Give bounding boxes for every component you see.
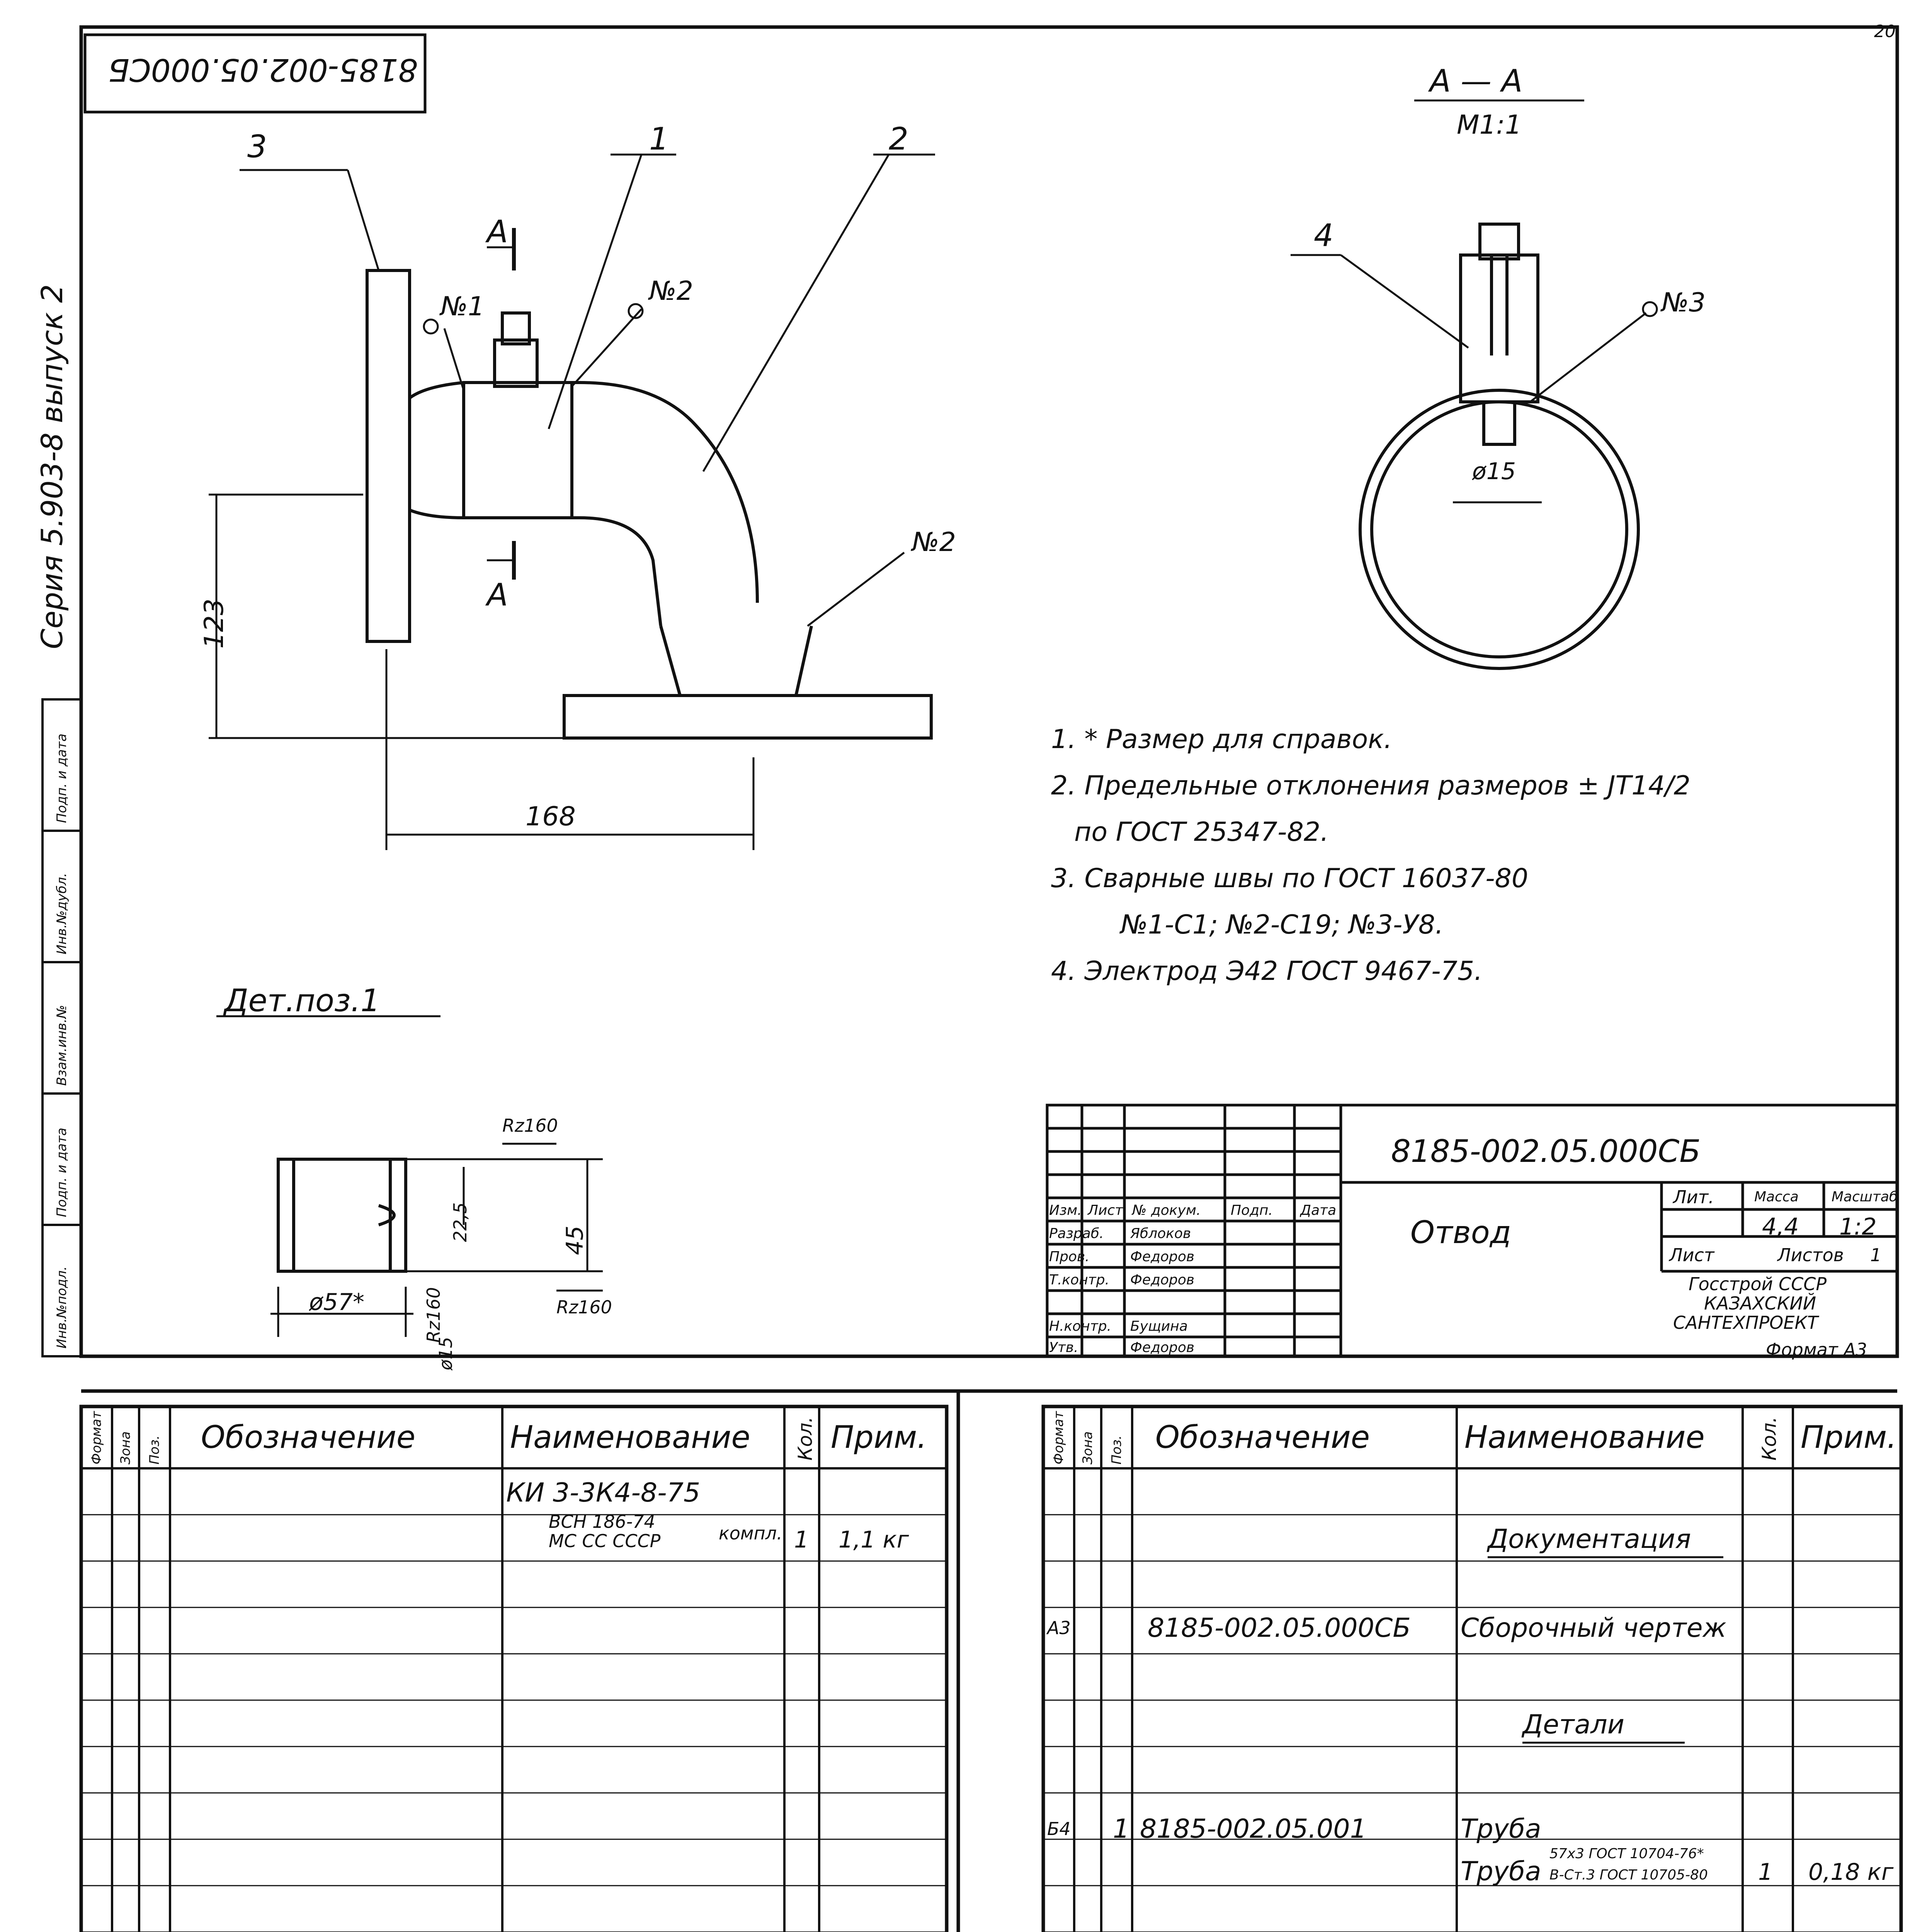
right-spec-r3-frac-top: 57х3 ГОСТ 10704-76*	[1549, 1846, 1704, 1862]
stamp-org-3: САНТЕХПРОЕКТ	[1673, 1312, 1818, 1333]
strip-inv-podl: Инв.№подл.	[54, 1266, 70, 1349]
strip-inv-dubl: Инв.№дубл.	[54, 872, 70, 954]
right-spec-r3-name: Труба	[1461, 1856, 1541, 1887]
right-spec-hdr-note: Прим.	[1801, 1419, 1897, 1455]
stamp-role-1: Разраб.	[1049, 1226, 1104, 1242]
right-spec-r3-frac-bot: В-Ст.3 ГОСТ 10705-80	[1549, 1867, 1708, 1883]
stamp-name: Отвод	[1410, 1214, 1511, 1250]
stamp-col-list: Лист	[1088, 1202, 1123, 1218]
left-spec-hdr-format: Формат	[89, 1411, 104, 1464]
left-spec-r1-suffix: компл.	[719, 1523, 782, 1544]
stamp-col-sign: Подп.	[1231, 1202, 1273, 1218]
detail-h-45: 45	[561, 1225, 589, 1255]
right-spec-section-parts: Детали	[1522, 1709, 1624, 1740]
right-spec-r1-code: 8185-002.05.000СБ	[1148, 1613, 1411, 1643]
note-3: 3. Сварные швы по ГОСТ 16037-80	[1051, 863, 1529, 894]
detail-dia-15: ø15	[435, 1337, 456, 1371]
corner-number: 20	[1874, 22, 1896, 41]
left-spec-hdr-name: Наименование	[510, 1419, 750, 1455]
stamp-role-2: Пров.	[1049, 1249, 1090, 1265]
dim-height-123: 123	[199, 599, 230, 649]
section-mark-bottom: А	[487, 577, 508, 613]
detail-rz-mid: Rz160	[423, 1287, 444, 1343]
stamp-lit-label: Лит.	[1673, 1187, 1714, 1208]
right-spec-hdr-format: Формат	[1051, 1411, 1066, 1464]
note-2: 2. Предельные отклонения размеров ± JT14/2	[1051, 770, 1690, 801]
weld-mark-2-bottom: №2	[912, 527, 956, 558]
right-spec-r3-note: 0,18 кг	[1808, 1859, 1894, 1886]
right-spec-hdr-name: Наименование	[1464, 1419, 1705, 1455]
stamp-scale: 1:2	[1839, 1213, 1877, 1240]
stamp-name-1: Яблоков	[1130, 1226, 1191, 1242]
strip-podp-data-2: Подп. и дата	[54, 733, 70, 823]
callout-4: 4	[1314, 218, 1333, 253]
left-spec-hdr-zone: Зона	[118, 1431, 133, 1464]
right-spec-r2-fmt: Б4	[1047, 1818, 1071, 1839]
detail-dia-57: ø57*	[309, 1289, 365, 1316]
left-spec-hdr-note: Прим.	[831, 1419, 927, 1455]
note-2b: по ГОСТ 25347-82.	[1074, 817, 1329, 847]
left-spec-hdr-qty: Кол.	[794, 1417, 816, 1461]
left-spec-hdr-designation: Обозначение	[201, 1419, 416, 1455]
note-3b: №1-С1; №2-С19; №3-У8.	[1121, 910, 1444, 940]
mirrored-drawing-code: 8185-002.05.000СБ	[108, 52, 418, 88]
stamp-sheets-label: Листов	[1777, 1245, 1844, 1265]
dim-width-168: 168	[526, 801, 576, 832]
right-spec-section-doc: Документация	[1488, 1524, 1691, 1554]
stamp-sheets: 1	[1870, 1245, 1882, 1265]
detail-rz-top: Rz160	[502, 1115, 558, 1136]
section-title: А — А	[1430, 63, 1523, 99]
right-spec-r2-name: Труба	[1461, 1814, 1541, 1844]
stamp-code: 8185-002.05.000СБ	[1391, 1133, 1701, 1169]
right-spec-r1-fmt: А3	[1047, 1617, 1071, 1638]
stamp-sheet-label: Лист	[1669, 1245, 1714, 1265]
left-spec-hdr-pos: Поз.	[147, 1435, 162, 1464]
stamp-name-3: Федоров	[1130, 1272, 1195, 1288]
right-spec-hdr-zone: Зона	[1080, 1431, 1095, 1464]
detail-h-22: 22,5	[450, 1202, 471, 1242]
left-spec-r1-name2: ВСН 186-74	[549, 1511, 655, 1532]
right-spec-r2-pos: 1	[1113, 1814, 1130, 1844]
left-spec-r1-name3: МС СС СССР	[549, 1531, 661, 1551]
detail-rz-bottom: Rz160	[556, 1297, 612, 1318]
right-spec-hdr-designation: Обозначение	[1155, 1419, 1370, 1455]
weld-mark-2-top: №1	[440, 291, 485, 322]
note-4: 4. Электрод Э42 ГОСТ 9467-75.	[1051, 956, 1483, 986]
strip-vzam-inv: Взам.инв.№	[54, 1005, 70, 1086]
right-spec-r3-qty: 1	[1758, 1859, 1773, 1886]
left-spec-r1-qty: 1	[794, 1526, 809, 1553]
stamp-mass-label: Масса	[1754, 1189, 1799, 1205]
section-scale: М1:1	[1457, 110, 1522, 140]
stamp-role-3: Т.контр.	[1049, 1272, 1110, 1288]
strip-podp-data-1: Подп. и дата	[54, 1128, 70, 1217]
stamp-org-1: Госстрой СССР	[1689, 1274, 1827, 1294]
stamp-mass: 4,4	[1762, 1213, 1799, 1240]
series-vertical-label: Серия 5.903-8 выпуск 2	[35, 284, 69, 649]
callout-3: 3	[247, 129, 267, 165]
stamp-col-izm: Изм.	[1049, 1202, 1082, 1218]
stamp-scale-label: Масштаб	[1832, 1189, 1898, 1205]
left-spec-r1-name1: КИ 3-3К4-8-75	[506, 1478, 701, 1508]
section-mark-top: А	[487, 214, 508, 250]
left-spec-r1-note: 1,1 кг	[838, 1526, 909, 1553]
callout-2: 2	[889, 121, 908, 157]
dim-dia-15-section: ø15	[1472, 458, 1516, 485]
callout-1: 1	[649, 121, 669, 157]
stamp-role-4: Н.контр.	[1049, 1318, 1112, 1334]
right-spec-r1-name: Сборочный чертеж	[1461, 1613, 1726, 1643]
stamp-org-2: КАЗАХСКИЙ	[1704, 1293, 1816, 1314]
right-spec-hdr-qty: Кол.	[1758, 1417, 1781, 1461]
stamp-name-5: Федоров	[1130, 1340, 1195, 1355]
stamp-format: Формат А3	[1766, 1339, 1867, 1360]
right-spec-r2-code: 8185-002.05.001	[1140, 1814, 1367, 1844]
note-1: 1. * Размер для справок.	[1051, 724, 1392, 755]
stamp-col-date: Дата	[1300, 1202, 1337, 1218]
stamp-role-5: Утв.	[1049, 1340, 1078, 1355]
right-spec-hdr-pos: Поз.	[1109, 1435, 1124, 1464]
stamp-name-2: Федоров	[1130, 1249, 1195, 1265]
stamp-name-4: Бущина	[1130, 1318, 1188, 1334]
weld-mark-3: №3	[1662, 287, 1706, 318]
stamp-col-doc: № докум.	[1132, 1202, 1201, 1218]
weld-mark-1: №2	[649, 276, 693, 306]
detail-label: Дет.поз.1	[224, 983, 380, 1019]
